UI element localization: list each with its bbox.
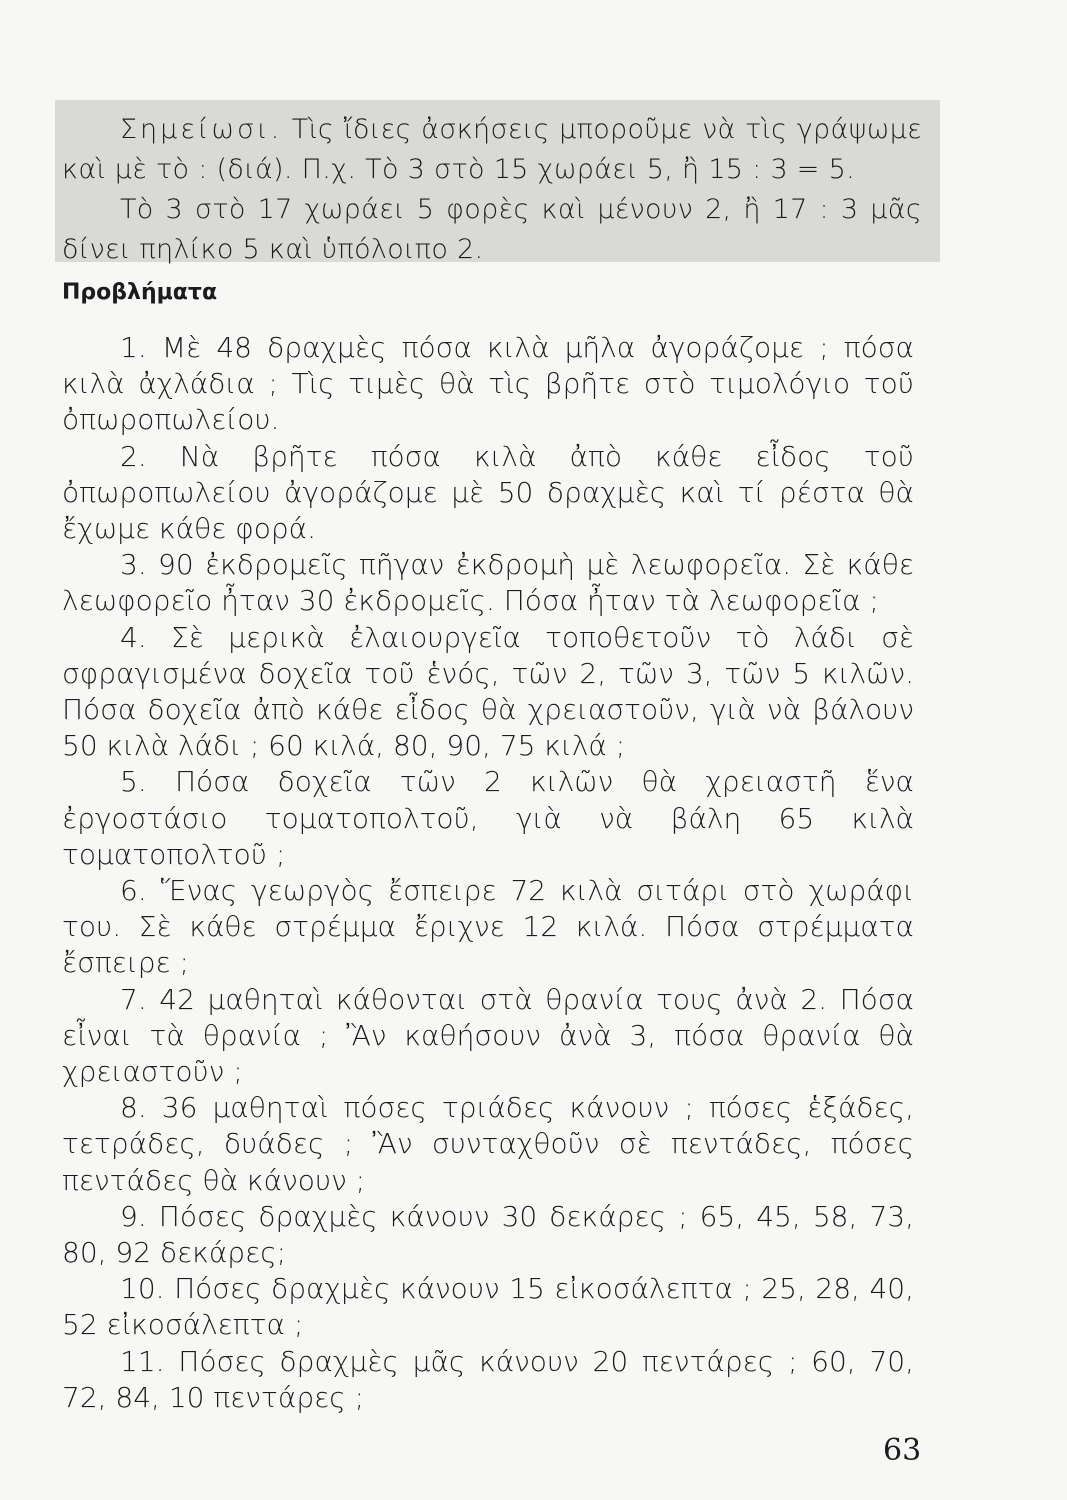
section-heading: Προβλήματα xyxy=(62,280,218,305)
note-label: Σημείωσι. xyxy=(120,114,283,145)
problem-item: 2. Νὰ βρῆτε πόσα κιλὰ ἀπὸ κάθε εἶδος τοῦ ὀπωροπωλείου ἀγοράζομε μὲ 50 δραχμὲς καὶ τί ρέστα θὰ ἔχωμε κάθε φορά. xyxy=(62,439,914,546)
note-paragraph-2: Τὸ 3 στὸ 17 χωράει 5 φορὲς καὶ μένουν 2, ἢ 17 : 3 μᾶς δίνει πηλίκο 5 καὶ ὑπόλοιπο 2. xyxy=(62,194,922,265)
problem-item: 7. 42 μαθηταὶ κάθονται στὰ θρανία τους ἀνὰ 2. Πόσα εἶναι τὰ θρανία ; Ἂν καθήσουν ἀνὰ 3, πόσα θρανία θὰ χρειαστοῦν ; xyxy=(62,982,914,1089)
note-line-1: Τὶς ἴδιες ἀσκήσεις μποροῦμε νὰ τὶς γράψωμε καὶ μὲ τὸ : (διά). Π.χ. Τὸ 3 στὸ 15 χωράει 5, ἢ 15 : 3 = 5. xyxy=(62,114,922,185)
problem-item: 11. Πόσες δραχμὲς μᾶς κάνουν 20 πεντάρες ; 60, 70, 72, 84, 10 πεντάρες ; xyxy=(62,1344,914,1414)
page-number: 63 xyxy=(883,1433,922,1468)
note-paragraph-1 xyxy=(62,110,922,190)
problem-item: 5. Πόσα δοχεῖα τῶν 2 κιλῶν θὰ χρειαστῆ ἕνα ἐργοστάσιο τοματοπολτοῦ, γιὰ νὰ βάλη 65 κιλὰ τοματοπολτοῦ ; xyxy=(62,765,914,871)
problem-item: 8. 36 μαθηταὶ πόσες τριάδες κάνουν ; πόσες ἑξάδες, τετράδες, δυάδες ; Ἂν συνταχθοῦν σὲ πεντάδες, πόσες πεντάδες θὰ κάνουν ; xyxy=(62,1091,914,1197)
problem-item: 1. Μὲ 48 δραχμὲς πόσα κιλὰ μῆλα ἀγοράζομε ; πόσα κιλὰ ἀχλάδια ; Τὶς τιμὲς θὰ τὶς βρῆτε στὸ τιμολόγιο τοῦ ὀπωροπωλείου. xyxy=(62,331,914,437)
problem-item: 6. Ἕνας γεωργὸς ἔσπειρε 72 κιλὰ σιτάρι στὸ χωράφι του. Σὲ κάθε στρέμμα ἔριχνε 12 κιλά. Πόσα στρέμματα ἔσπειρε ; xyxy=(62,874,914,980)
problem-item: 10. Πόσες δραχμὲς κάνουν 15 εἰκοσάλεπτα ; 25, 28, 40, 52 εἰκοσάλεπτα ; xyxy=(62,1272,914,1342)
problem-item: 9. Πόσες δραχμὲς κάνουν 30 δεκάρες ; 65, 45, 58, 73, 80, 92 δεκάρες; xyxy=(62,1199,914,1270)
problem-list xyxy=(62,330,914,1416)
problem-item: 4. Σὲ μερικὰ ἐλαιουργεῖα τοποθετοῦν τὸ λάδι σὲ σφραγισμένα δοχεῖα τοῦ ἑνός, τῶν 2, τῶν 3, τῶν 5 κιλῶν. Πόσα δοχεῖα ἀπὸ κάθε εἶδος θὰ χρειαστοῦν, γιὰ νὰ βάλουν 50 κιλὰ λάδι ; 60 κιλά, 80, 90, 75 κιλά ; xyxy=(62,620,914,763)
note-block xyxy=(62,110,922,270)
problem-item: 3. 90 ἐκδρομεῖς πῆγαν ἐκδρομὴ μὲ λεωφορεῖα. Σὲ κάθε λεωφορεῖο ἦταν 30 ἐκδρομεῖς. Πόσα ἦταν τὰ λεωφορεῖα ; xyxy=(62,548,914,618)
